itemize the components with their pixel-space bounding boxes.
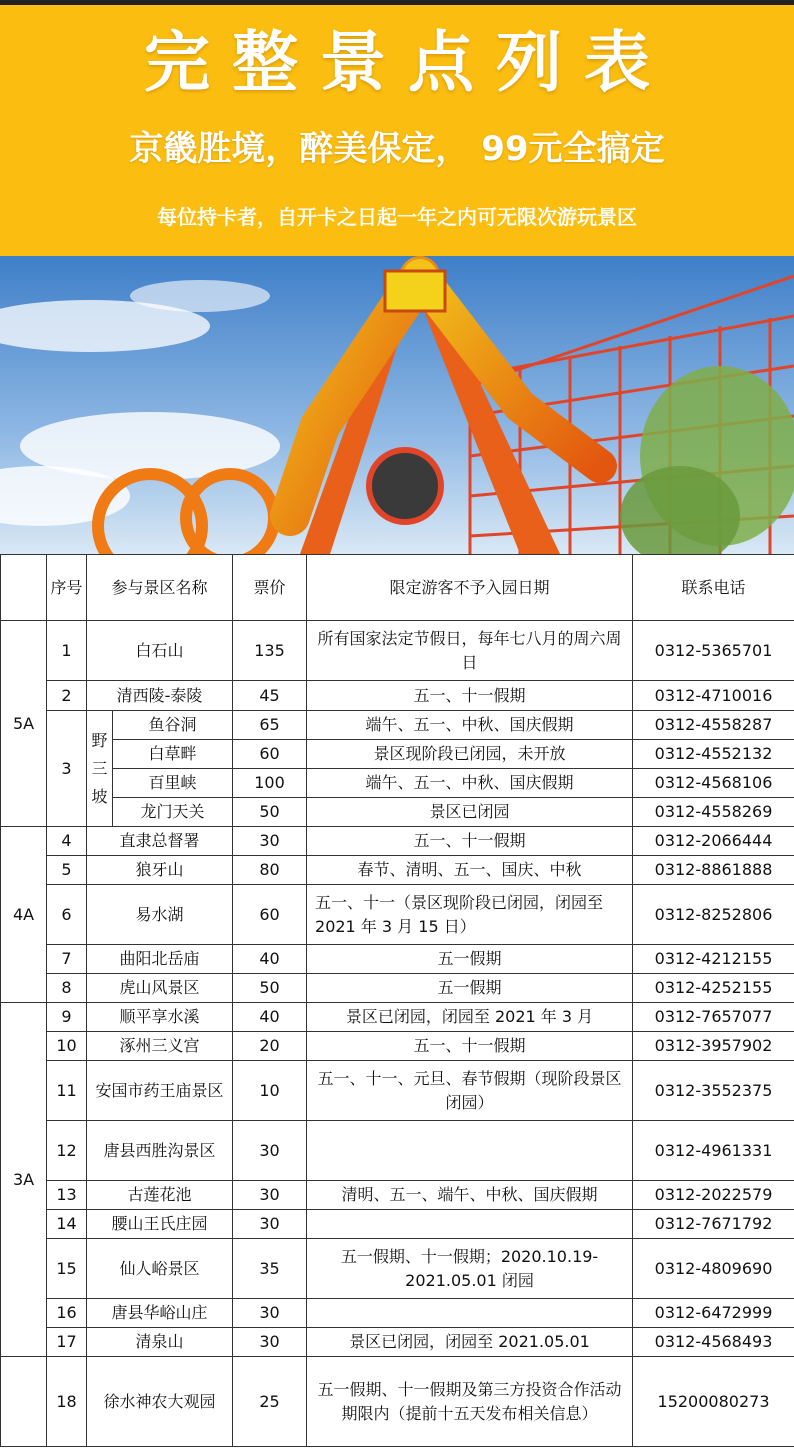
row-blackout: 端午、五一、中秋、国庆假期	[307, 711, 633, 740]
table-row	[1, 1210, 794, 1239]
table-row	[1, 1357, 794, 1447]
row-name: 唐县西胜沟景区	[87, 1121, 233, 1181]
row-price: 100	[233, 769, 307, 798]
row-price: 135	[233, 621, 307, 681]
table-row	[1, 1061, 794, 1121]
row-price: 30	[233, 1210, 307, 1239]
usage-note: 每位持卡者，自开卡之日起一年之内可无限次游玩景区	[157, 205, 637, 229]
row-index: 9	[47, 1003, 87, 1032]
row-index: 2	[47, 681, 87, 711]
row-blackout: 所有国家法定节假日，每年七八月的周六周日	[307, 621, 633, 681]
row-name: 涿州三义宫	[87, 1032, 233, 1061]
row-price: 40	[233, 945, 307, 974]
row-phone: 0312-4568493	[633, 1328, 794, 1357]
tier-5a: 5A	[1, 621, 47, 827]
tier-4a: 4A	[1, 827, 47, 1003]
page-subtitle: 京畿胜境，醉美保定， 99元全搞定	[129, 129, 665, 169]
row-index: 6	[47, 885, 87, 945]
row-index: 5	[47, 856, 87, 885]
table-row	[1, 1003, 794, 1032]
row-phone: 0312-4961331	[633, 1121, 794, 1181]
row-blackout	[307, 1299, 633, 1328]
table-row	[1, 740, 794, 769]
header-index: 序号	[47, 555, 87, 621]
row-price: 40	[233, 1003, 307, 1032]
row-index: 15	[47, 1239, 87, 1299]
row-blackout: 景区现阶段已闭园，未开放	[307, 740, 633, 769]
row-name: 腰山王氏庄园	[87, 1210, 233, 1239]
row-index: 16	[47, 1299, 87, 1328]
row-price: 45	[233, 681, 307, 711]
row-phone: 0312-4552132	[633, 740, 794, 769]
row-phone: 0312-4252155	[633, 974, 794, 1003]
row-phone: 0312-8861888	[633, 856, 794, 885]
tier-empty	[1, 1357, 47, 1447]
row-name: 仙人峪景区	[87, 1239, 233, 1299]
attractions-table-wrapper	[0, 554, 794, 1452]
row-price: 30	[233, 1181, 307, 1210]
row-phone: 0312-4710016	[633, 681, 794, 711]
row-blackout: 五一、十一假期	[307, 681, 633, 711]
row-index: 7	[47, 945, 87, 974]
row-index: 1	[47, 621, 87, 681]
row-price: 50	[233, 798, 307, 827]
row-phone: 0312-8252806	[633, 885, 794, 945]
attractions-table	[0, 554, 794, 1447]
header-name: 参与景区名称	[87, 555, 233, 621]
row-index: 4	[47, 827, 87, 856]
row-name: 徐水神农大观园	[87, 1357, 233, 1447]
row-index: 12	[47, 1121, 87, 1181]
row-price: 60	[233, 740, 307, 769]
row-price: 80	[233, 856, 307, 885]
row-name: 鱼谷洞	[113, 711, 233, 740]
row-phone: 0312-4212155	[633, 945, 794, 974]
page-title: 完整景点列表	[144, 24, 672, 101]
row-index: 11	[47, 1061, 87, 1121]
row-price: 35	[233, 1239, 307, 1299]
row-price: 30	[233, 827, 307, 856]
row-phone: 0312-4558269	[633, 798, 794, 827]
table-row	[1, 1181, 794, 1210]
row-name: 白草畔	[113, 740, 233, 769]
row-index: 14	[47, 1210, 87, 1239]
table-row	[1, 885, 794, 945]
row-blackout: 五一假期、十一假期；2020.10.19-2021.05.01 闭园	[307, 1239, 633, 1299]
row-name: 白石山	[87, 621, 233, 681]
row-index: 13	[47, 1181, 87, 1210]
row-blackout: 五一假期、十一假期及第三方投资合作活动期限内（提前十五天发布相关信息）	[307, 1357, 633, 1447]
table-row	[1, 621, 794, 681]
row-name: 清泉山	[87, 1328, 233, 1357]
row-name: 百里峡	[113, 769, 233, 798]
row-blackout: 五一假期	[307, 945, 633, 974]
row-index: 3	[47, 711, 87, 827]
header-phone: 联系电话	[633, 555, 794, 621]
row-phone: 15200080273	[633, 1357, 794, 1447]
row-phone: 0312-7671792	[633, 1210, 794, 1239]
row-name: 古莲花池	[87, 1181, 233, 1210]
table-row	[1, 1299, 794, 1328]
row-phone: 0312-2022579	[633, 1181, 794, 1210]
row-phone: 0312-7657077	[633, 1003, 794, 1032]
row-index: 18	[47, 1357, 87, 1447]
table-row	[1, 711, 794, 740]
row-phone: 0312-3957902	[633, 1032, 794, 1061]
row-price: 10	[233, 1061, 307, 1121]
table-row	[1, 681, 794, 711]
row-index: 17	[47, 1328, 87, 1357]
row-blackout: 景区已闭园，闭园至 2021.05.01	[307, 1328, 633, 1357]
row-blackout: 五一、十一、元旦、春节假期（现阶段景区闭园）	[307, 1061, 633, 1121]
row-phone: 0312-3552375	[633, 1061, 794, 1121]
row-blackout	[307, 1210, 633, 1239]
row-phone: 0312-4809690	[633, 1239, 794, 1299]
row-blackout: 五一、十一假期	[307, 827, 633, 856]
row-price: 30	[233, 1299, 307, 1328]
row-name: 易水湖	[87, 885, 233, 945]
row-phone: 0312-2066444	[633, 827, 794, 856]
row-name: 龙门天关	[113, 798, 233, 827]
table-row	[1, 769, 794, 798]
row-name: 安国市药王庙景区	[87, 1061, 233, 1121]
row-price: 25	[233, 1357, 307, 1447]
group-label: 野三坡	[87, 711, 113, 827]
row-price: 60	[233, 885, 307, 945]
row-price: 30	[233, 1121, 307, 1181]
table-row	[1, 1121, 794, 1181]
header-tier	[1, 555, 47, 621]
table-row	[1, 827, 794, 856]
table-row	[1, 1328, 794, 1357]
table-row	[1, 945, 794, 974]
row-blackout: 景区已闭园，闭园至 2021 年 3 月	[307, 1003, 633, 1032]
amusement-park-photo	[0, 256, 794, 554]
row-phone: 0312-4568106	[633, 769, 794, 798]
row-phone: 0312-6472999	[633, 1299, 794, 1328]
row-price: 20	[233, 1032, 307, 1061]
row-phone: 0312-5365701	[633, 621, 794, 681]
row-blackout: 端午、五一、中秋、国庆假期	[307, 769, 633, 798]
row-blackout: 景区已闭园	[307, 798, 633, 827]
row-index: 10	[47, 1032, 87, 1061]
row-name: 虎山风景区	[87, 974, 233, 1003]
row-phone: 0312-4558287	[633, 711, 794, 740]
table-row	[1, 974, 794, 1003]
row-name: 直隶总督署	[87, 827, 233, 856]
table-row	[1, 1032, 794, 1061]
row-blackout: 五一、十一（景区现阶段已闭园，闭园至 2021 年 3 月 15 日）	[307, 885, 633, 945]
row-blackout: 春节、清明、五一、国庆、中秋	[307, 856, 633, 885]
row-blackout: 清明、五一、端午、中秋、国庆假期	[307, 1181, 633, 1210]
row-name: 清西陵-泰陵	[87, 681, 233, 711]
header-blackout: 限定游客不予入园日期	[307, 555, 633, 621]
row-price: 30	[233, 1328, 307, 1357]
header-banner	[0, 0, 794, 256]
row-blackout: 五一假期	[307, 974, 633, 1003]
row-name: 顺平享水溪	[87, 1003, 233, 1032]
row-blackout	[307, 1121, 633, 1181]
tier-3a: 3A	[1, 1003, 47, 1357]
table-row	[1, 856, 794, 885]
row-name: 唐县华峪山庄	[87, 1299, 233, 1328]
row-price: 65	[233, 711, 307, 740]
amusement-ride-illustration	[0, 256, 794, 554]
row-name: 狼牙山	[87, 856, 233, 885]
row-price: 50	[233, 974, 307, 1003]
table-row	[1, 798, 794, 827]
row-index: 8	[47, 974, 87, 1003]
table-header-row	[1, 555, 794, 621]
row-blackout: 五一、十一假期	[307, 1032, 633, 1061]
row-name: 曲阳北岳庙	[87, 945, 233, 974]
table-row	[1, 1239, 794, 1299]
header-price: 票价	[233, 555, 307, 621]
